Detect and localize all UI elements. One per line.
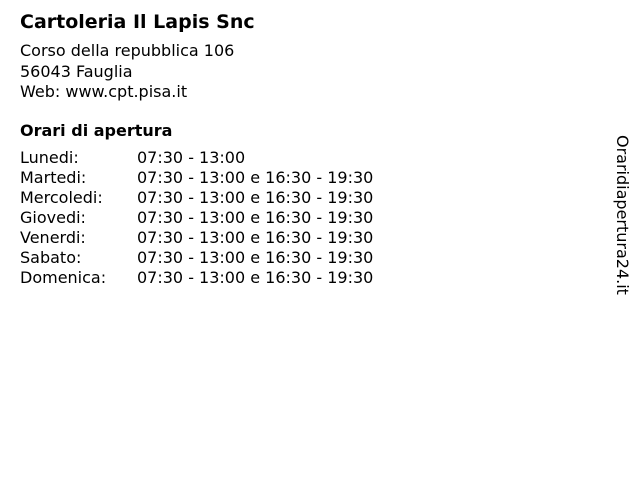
hours-day: Martedi: xyxy=(20,167,87,187)
hours-row-monday xyxy=(20,148,600,168)
opening-hours-table xyxy=(20,148,600,288)
hours-row-wednesday xyxy=(20,188,600,208)
address-city: 56043 Fauglia xyxy=(20,61,133,81)
hours-time: 07:30 - 13:00 e 16:30 - 19:30 xyxy=(137,207,374,227)
hours-day: Sabato: xyxy=(20,247,82,267)
hours-row-tuesday xyxy=(20,168,600,188)
hours-time: 07:30 - 13:00 e 16:30 - 19:30 xyxy=(137,167,374,187)
hours-day: Venerdi: xyxy=(20,227,86,247)
hours-time: 07:30 - 13:00 e 16:30 - 19:30 xyxy=(137,187,374,207)
address-street: Corso della repubblica 106 xyxy=(20,41,235,60)
hours-day: Mercoledi: xyxy=(20,187,103,207)
hours-row-saturday xyxy=(20,248,600,268)
hours-time: 07:30 - 13:00 xyxy=(137,147,246,167)
watermark xyxy=(612,135,634,307)
hours-day: Giovedi: xyxy=(20,207,86,227)
hours-row-friday xyxy=(20,228,600,248)
hours-row-thursday xyxy=(20,208,600,228)
hours-time: 07:30 - 13:00 e 16:30 - 19:30 xyxy=(137,267,374,287)
website-link[interactable]: Web: www.cpt.pisa.it xyxy=(20,82,188,101)
hours-day: Domenica: xyxy=(20,267,107,287)
business-card xyxy=(20,9,600,288)
hours-time: 07:30 - 13:00 e 16:30 - 19:30 xyxy=(137,227,374,247)
hours-time: 07:30 - 13:00 e 16:30 - 19:30 xyxy=(137,247,374,267)
watermark-text: Oraridiapertura24.it xyxy=(613,135,632,295)
opening-hours-title: Orari di apertura xyxy=(20,120,173,140)
hours-day: Lunedi: xyxy=(20,147,79,167)
business-name: Cartoleria Il Lapis Snc xyxy=(20,11,255,33)
hours-row-sunday xyxy=(20,268,600,288)
